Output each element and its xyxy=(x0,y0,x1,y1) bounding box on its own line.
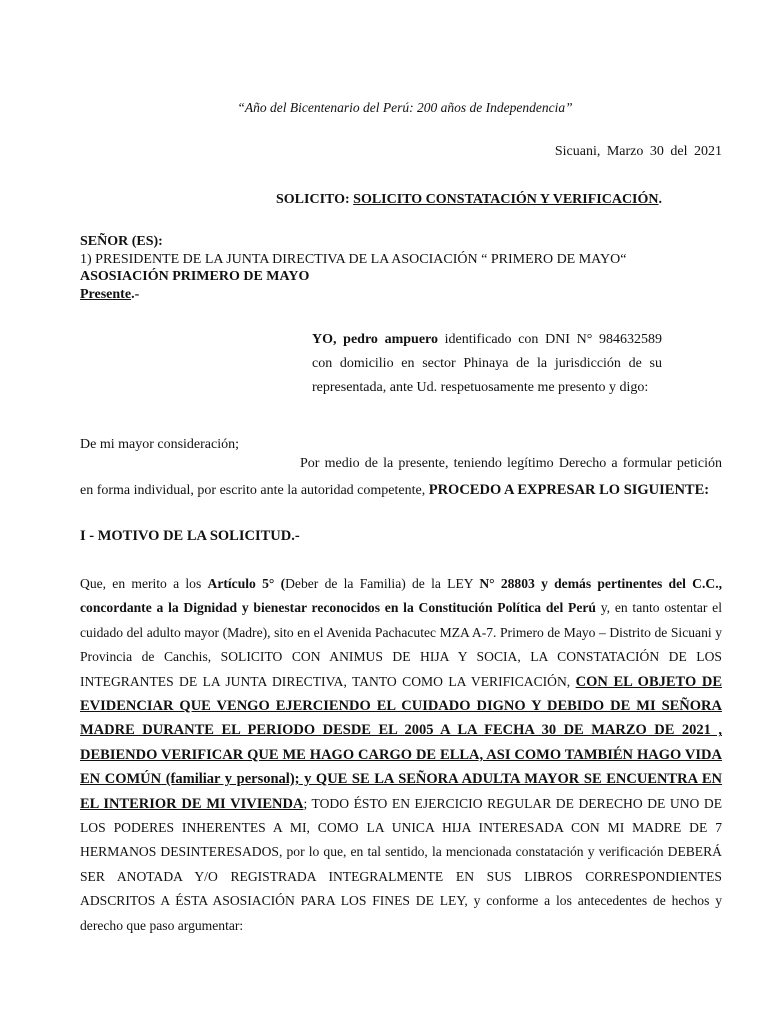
applicant-name: YO, pedro ampuero xyxy=(312,332,438,347)
presente-word: Presente xyxy=(80,286,132,302)
motivo-b1: Artículo 5° ( xyxy=(207,576,286,591)
date-line: Sicuani, Marzo 30 del 2021 xyxy=(554,144,722,159)
motivo-p2: Deber de la Familia) de la LEY xyxy=(285,576,480,591)
motivo-p3: y, en tanto ostentar el cuidado del adulto mayor (Madre), sito en el Avenida Pachacutec MZA A-7. Primero de Mayo – Distrito de Sicuani y Provincia de Canchis, SOLICITO CON ANIMUS DE HIJA Y SOCIA, LA CONSTATACIÓN DE LOS INTEGRANTES DE LA JUNTA DIRECTIVA, TANTO COMO LA VERIFICACIÓN, xyxy=(80,600,722,689)
addressee-line-2: ASOSIACIÓN PRIMERO DE MAYO xyxy=(80,269,310,284)
addressee-salutation: SEÑOR (ES): xyxy=(80,234,163,249)
intro-paragraph xyxy=(80,451,722,504)
applicant-text: identificado con DNI N° 984632589 con domicilio en sector Phinaya de la jurisdicción de su representada, ante Ud. respetuosamente me presento y digo: xyxy=(312,332,663,395)
presente-end: .- xyxy=(131,286,140,302)
greeting-line: De mi mayor consideración; xyxy=(80,437,240,452)
motivo-b2: N° 28803 y demás pertinentes del C.C., concordante a la Dignidad y bienestar reconocidos en la Constitución Política del Perú xyxy=(80,576,722,616)
addressee-presente xyxy=(80,286,740,304)
motto-line: “Año del Bicentenario del Perú: 200 años de Independencia” xyxy=(237,100,573,115)
subject-line xyxy=(276,191,662,209)
section-title: I - MOTIVO DE LA SOLICITUD.- xyxy=(80,528,300,544)
motivo-paragraph xyxy=(80,572,722,938)
subject-text: SOLICITO CONSTATACIÓN Y VERIFICACIÓN xyxy=(353,192,659,207)
intro-text: Por medio de la presente, teniendo legítimo Derecho a formular petición en forma individual, por escrito ante la autoridad competente, xyxy=(80,456,722,498)
motivo-bu2: (familiar y personal); y QUE SE LA SEÑORA ADULTA MAYOR SE ENCUENTRA EN EL INTERIOR DE MI VIVIENDA xyxy=(80,771,722,812)
addressee-block xyxy=(80,233,740,303)
addressee-line-1: 1) PRESIDENTE DE LA JUNTA DIRECTIVA DE LA ASOCIACIÓN “ PRIMERO DE MAYO“ xyxy=(80,251,627,267)
motivo-bu1: CON EL OBJETO DE EVIDENCIAR QUE VENGO EJERCIENDO EL CUIDADO DIGNO Y DEBIDO DE MI SEÑORA MADRE DURANTE EL PERIODO DESDE EL 2005 A LA FECHA 30 DE MARZO DE 2021 , DEBIENDO VERIFICAR QUE ME HAGO CARGO DE ELLA, ASI COMO TAMBIÉN HAGO VIDA EN COMÚN xyxy=(80,673,723,788)
subject-label: SOLICITO: xyxy=(276,192,350,207)
motivo-p4: ; TODO ÉSTO EN EJERCICIO REGULAR DE DERECHO DE UNO DE LOS PODERES INHERENTES A MI, COMO LA UNICA HIJA INTERESADA CON MI MADRE DE 7 HERMANOS DESINTERESADOS, por lo que, en tal sentido, la mencionada constatación y verificación DEBERÁ SER ANOTADA Y/O REGISTRADA INTEGRALMENTE EN SUS LIBROS CORRESPONDIENTES ADSCRITOS A ÉSTA ASOSIACIÓN PARA LOS FINES DE LEY, y conforme a los antecedentes de hechos y derecho que paso argumentar: xyxy=(80,795,722,933)
subject-end: . xyxy=(658,192,663,207)
applicant-paragraph xyxy=(312,328,662,400)
intro-bold: PROCEDO A EXPRESAR LO SIGUIENTE: xyxy=(428,482,710,498)
motivo-p1: Que, en merito a los xyxy=(80,576,208,591)
